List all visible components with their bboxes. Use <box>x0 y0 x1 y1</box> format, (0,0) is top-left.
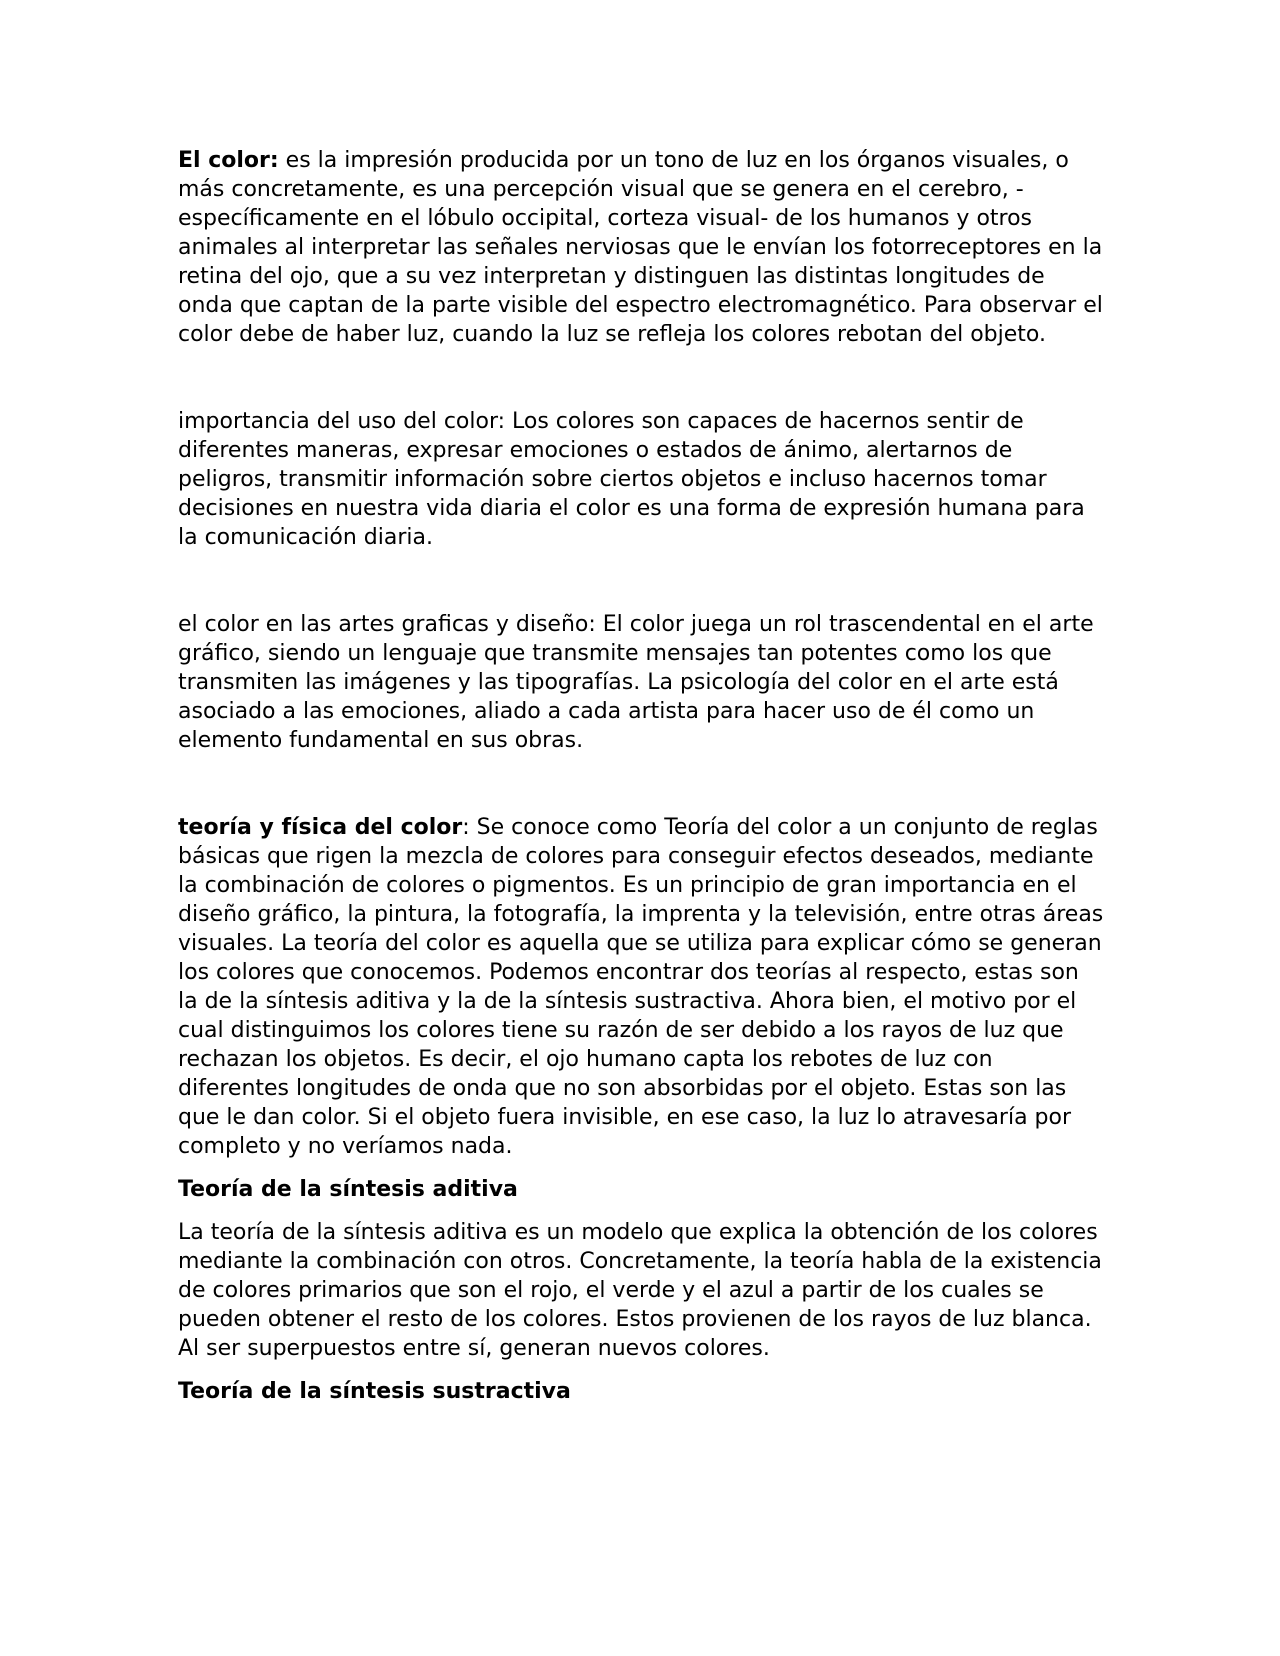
paragraph-color-graphic-arts <box>178 610 1104 755</box>
paragraph-text: es la impresión producida por un tono de luz en los órganos visuales, o más concretamente, es una percepción visual que se genera en el cerebro, -específicamente en el lóbulo occipital, corteza visual- de los humanos y otros animales al interpretar las señales nerviosas que le envían los fotorreceptores en la retina del ojo, que a su vez interpretan y distinguen las distintas longitudes de onda que captan de la parte visible del espectro electromagnético. Para observar el color debe de haber luz, cuando la luz se refleja los colores rebotan del objeto. <box>178 148 1103 347</box>
paragraph-color-definition <box>178 146 1104 349</box>
heading-additive-synthesis: Teoría de la síntesis aditiva <box>178 1177 518 1202</box>
spacer <box>178 755 1104 813</box>
spacer <box>178 1363 1104 1377</box>
paragraph-text: : Se conoce como Teoría del color a un conjunto de reglas básicas que rigen la mezcla de colores para conseguir efectos deseados, mediante la combinación de colores o pigmentos. Es un principio de gran importancia en el diseño gráfico, la pintura, la fotografía, la imprenta y la televisión, entre otras áreas visuales. La teoría del color es aquella que se utiliza para explicar cómo se generan los colores que conocemos. Podemos encontrar dos teorías al respecto, estas son la de la síntesis aditiva y la de la síntesis sustractiva. Ahora bien, el motivo por el cual distinguimos los colores tiene su razón de ser debido a los rayos de luz que rechazan los objetos. Es decir, el ojo humano capta los rebotes de luz con diferentes longitudes de onda que no son absorbidas por el objeto. Estas son las que le dan color. Si el objeto fuera invisible, en ese caso, la luz lo atravesaría por completo y no veríamos nada. <box>178 815 1104 1159</box>
spacer <box>178 1204 1104 1218</box>
paragraph-text: el color en las artes graficas y diseño: El color juega un rol trascendental en el arte gráfico, siendo un lenguaje que transmite mensajes tan potentes como los que transmiten las imágenes y las tipografías. La psicología del color en el arte está asociado a las emociones, aliado a cada artista para hacer uso de él como un elemento fundamental en sus obras. <box>178 612 1094 753</box>
document-body <box>178 146 1104 1406</box>
paragraph-text: importancia del uso del color: Los colores son capaces de hacernos sentir de diferentes maneras, expresar emociones o estados de ánimo, alertarnos de peligros, transmitir información sobre ciertos objetos e incluso hacernos tomar decisiones en nuestra vida diaria el color es una forma de expresión humana para la comunicación diaria. <box>178 409 1085 550</box>
term-label-theory: teoría y física del color <box>178 815 463 840</box>
term-label-color: El color: <box>178 148 279 173</box>
spacer <box>178 552 1104 610</box>
paragraph-color-theory <box>178 813 1104 1161</box>
spacer <box>178 1161 1104 1175</box>
paragraph-additive-synthesis <box>178 1218 1104 1363</box>
spacer <box>178 349 1104 407</box>
heading-subtractive-synthesis: Teoría de la síntesis sustractiva <box>178 1379 571 1404</box>
paragraph-text: La teoría de la síntesis aditiva es un modelo que explica la obtención de los colores mediante la combinación con otros. Concretamente, la teoría habla de la existencia de colores primarios que son el rojo, el verde y el azul a partir de los cuales se pueden obtener el resto de los colores. Estos provienen de los rayos de luz blanca. Al ser superpuestos entre sí, generan nuevos colores. <box>178 1220 1102 1361</box>
paragraph-color-importance <box>178 407 1104 552</box>
